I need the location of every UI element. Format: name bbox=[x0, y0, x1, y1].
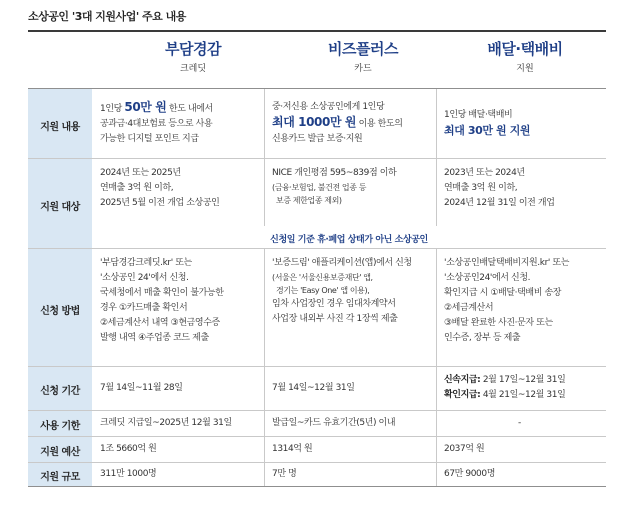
method-cell-3 bbox=[444, 256, 569, 346]
text-line: 국세청에서 매출 확인이 불가능한 bbox=[100, 288, 224, 298]
period-cell-3 bbox=[444, 373, 565, 403]
text-line bbox=[444, 388, 565, 403]
highlight-amount: 최대 30만 원 지원 bbox=[444, 124, 531, 137]
text-line: 보증 제한업종 제외) bbox=[276, 196, 342, 205]
target-cell-3 bbox=[444, 166, 555, 211]
text-span: 1인당 bbox=[100, 104, 125, 114]
text-line: ②세금계산서 bbox=[444, 303, 494, 313]
text-line: 2024년 또는 2025년 bbox=[100, 168, 181, 178]
column-header-1 bbox=[108, 38, 278, 74]
text-line: 연매출 3억 원 이하, bbox=[444, 183, 518, 193]
text-line: 경기는 'Easy One' 앱 이용), bbox=[276, 286, 370, 295]
content-cell-1 bbox=[100, 100, 213, 147]
column-header-3 bbox=[440, 38, 610, 74]
text-line: 사업장 내외부 사진 각 1장씩 제출 bbox=[272, 314, 398, 324]
period-cell-2: 7월 14일~12월 31일 bbox=[272, 383, 355, 393]
text-line: '소상공인배달택배비지원.kr' 또는 bbox=[444, 258, 570, 268]
top-rule bbox=[28, 30, 606, 32]
column-divider bbox=[436, 88, 437, 226]
text-line: '보증드림' 애플리케이션(앱)에서 신청 bbox=[272, 258, 412, 268]
text-line: (서울은 '서울신용보증재단' 앱, bbox=[272, 273, 373, 282]
text-line: 확인지급 시 ①배달·택배비 송장 bbox=[444, 288, 562, 298]
text-line: 신용카드 발급 보증·지원 bbox=[272, 134, 363, 144]
text-line: 2024년 12월 31일 이전 개업 bbox=[444, 198, 555, 208]
text-line: 2025년 5월 이전 개업 소상공인 bbox=[100, 198, 220, 208]
text-line: 가능한 디지털 포인트 지급 bbox=[100, 134, 199, 144]
row-divider bbox=[28, 366, 606, 367]
text-span: 확인지급: bbox=[444, 390, 481, 400]
target-common-band: 신청일 기준 휴·폐업 상태가 아닌 소상공인 bbox=[270, 235, 428, 245]
text-line: 공과금·4대보험료 등으로 사용 bbox=[100, 119, 213, 129]
highlight-amount: 최대 1000만 원 bbox=[272, 115, 357, 129]
column-header-2 bbox=[278, 38, 448, 74]
method-cell-2 bbox=[272, 256, 412, 327]
content-cell-3 bbox=[444, 108, 530, 138]
column-divider bbox=[264, 248, 265, 486]
text-line: '소상공인 24'에서 신청. bbox=[100, 273, 189, 283]
text-line: 1인당 배달·택배비 bbox=[444, 110, 513, 120]
text-line: 연매출 3억 원 이하, bbox=[100, 183, 174, 193]
text-line: ③배달 완료한 사진·문자 또는 bbox=[444, 318, 553, 328]
text-line: 임차 사업장인 경우 임대차계약서 bbox=[272, 299, 396, 309]
target-cell-2 bbox=[272, 166, 396, 207]
text-line bbox=[272, 115, 403, 132]
scale-cell-3: 67만 9000명 bbox=[444, 469, 496, 479]
text-line: (금융·보험업, 불건전 업종 등 bbox=[272, 183, 367, 192]
column-divider bbox=[264, 88, 265, 226]
row-label-content: 지원 내용 bbox=[40, 122, 80, 133]
row-divider bbox=[28, 436, 606, 437]
text-span: 2월 17일~12월 31일 bbox=[480, 375, 566, 385]
scale-cell-2: 7만 명 bbox=[272, 469, 297, 479]
highlight-amount: 50만 원 bbox=[124, 100, 167, 114]
deadline-cell-2: 발급일~카드 유효기간(5년) 이내 bbox=[272, 418, 396, 428]
row-divider bbox=[28, 88, 606, 89]
text-span: 이용 한도의 bbox=[356, 119, 403, 129]
text-line: '소상공인24'에서 신청. bbox=[444, 273, 531, 283]
column-header-2-sub: 카드 bbox=[354, 64, 372, 74]
text-line: 발행 내역 ④주업종 코드 제출 bbox=[100, 333, 209, 343]
column-header-2-title: 비즈플러스 bbox=[328, 40, 398, 58]
period-cell-1: 7월 14일~11월 28일 bbox=[100, 383, 183, 393]
row-label-budget: 지원 예산 bbox=[40, 447, 80, 458]
row-label-method: 신청 방법 bbox=[40, 306, 80, 317]
target-cell-1 bbox=[100, 166, 219, 211]
text-line: 경우 ①카드매출 확인서 bbox=[100, 303, 188, 313]
text-line: ②세금계산서 내역 ③현금영수증 bbox=[100, 318, 220, 328]
row-label-deadline: 사용 기한 bbox=[40, 421, 80, 432]
text-span: 한도 내에서 bbox=[166, 104, 213, 114]
row-divider bbox=[28, 410, 606, 411]
row-divider bbox=[28, 486, 606, 487]
content-cell-2 bbox=[272, 100, 403, 147]
method-cell-1 bbox=[100, 256, 224, 346]
text-line: '부담경감크레딧.kr' 또는 bbox=[100, 258, 192, 268]
column-header-1-sub: 크레딧 bbox=[179, 64, 207, 74]
page-title: 소상공인 '3대 지원사업' 주요 내용 bbox=[28, 10, 186, 23]
row-label-scale: 지원 규모 bbox=[40, 472, 80, 483]
budget-cell-2: 1314억 원 bbox=[272, 444, 313, 454]
text-line bbox=[100, 100, 213, 117]
column-header-3-sub: 지원 bbox=[516, 64, 534, 74]
row-label-period: 신청 기간 bbox=[40, 386, 80, 397]
row-divider bbox=[28, 462, 606, 463]
row-divider bbox=[28, 248, 606, 249]
text-span: 4월 21일~12월 31일 bbox=[480, 390, 566, 400]
budget-cell-3: 2037억 원 bbox=[444, 444, 485, 454]
text-line: 인수증, 장부 등 제출 bbox=[444, 333, 521, 343]
column-header-3-title: 배달·택배비 bbox=[487, 40, 563, 58]
deadline-cell-1: 크레딧 지급일~2025년 12월 31일 bbox=[100, 418, 232, 428]
column-divider bbox=[436, 248, 437, 486]
deadline-cell-3: - bbox=[518, 418, 521, 428]
scale-cell-1: 311만 1000명 bbox=[100, 469, 157, 479]
column-header-1-title: 부담경감 bbox=[165, 40, 221, 58]
row-label-target: 지원 대상 bbox=[40, 202, 80, 213]
text-line: 중·저신용 소상공인에게 1인당 bbox=[272, 102, 385, 112]
text-span: 신속지급: bbox=[444, 375, 481, 385]
text-line: 2023년 또는 2024년 bbox=[444, 168, 525, 178]
row-divider bbox=[28, 158, 606, 159]
budget-cell-1: 1조 5660억 원 bbox=[100, 444, 157, 454]
text-line bbox=[444, 373, 565, 388]
text-line: NICE 개인평점 595~839점 이하 bbox=[272, 168, 397, 178]
